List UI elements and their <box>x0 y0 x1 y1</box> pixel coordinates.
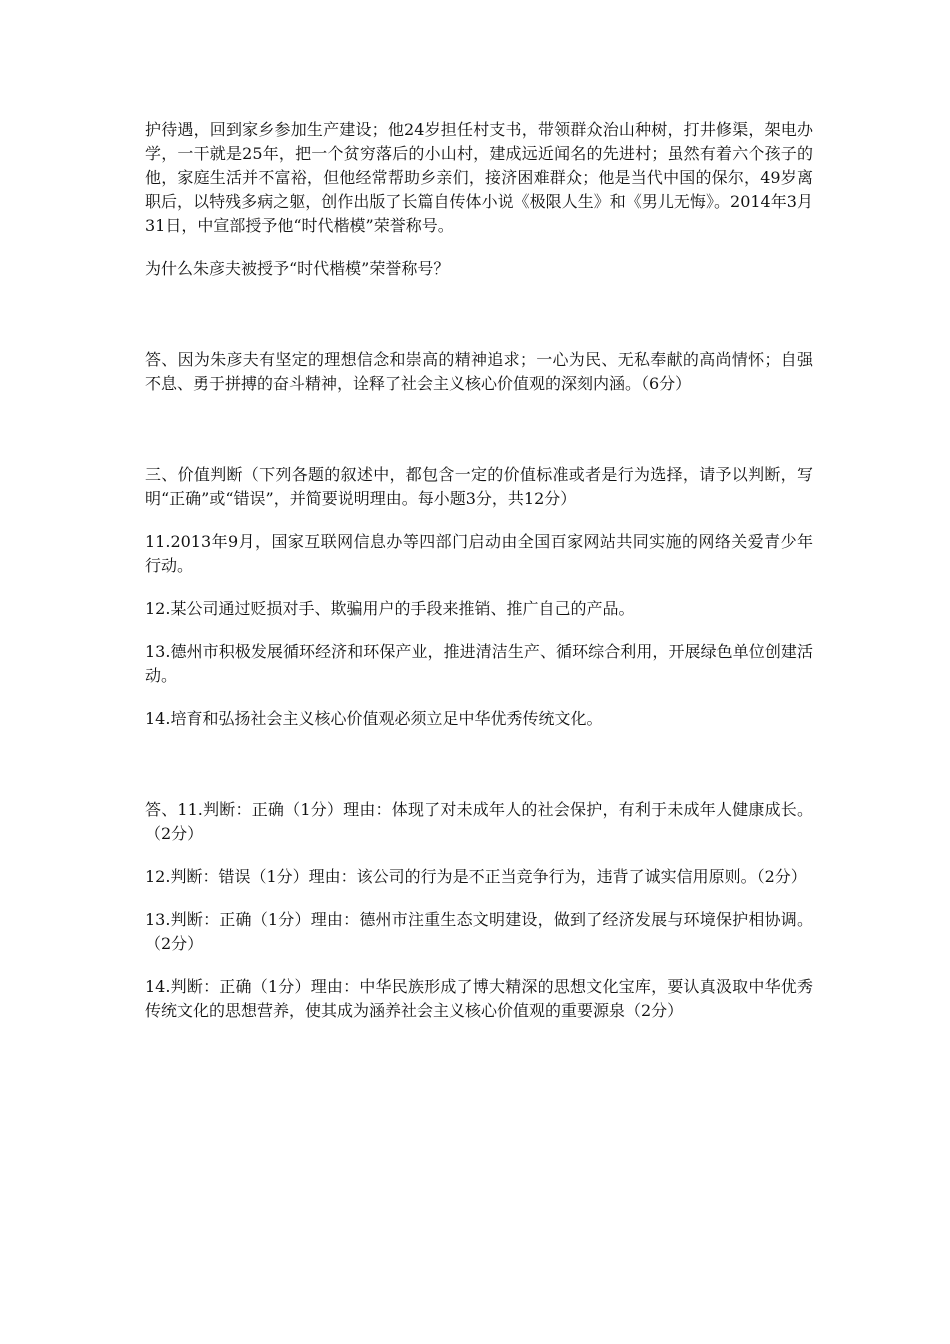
document-page <box>145 118 813 1023</box>
answer-item-12: 12.判断：错误（1分）理由：该公司的行为是不正当竞争行为，违背了诚实信用原则。（2分） <box>145 867 807 886</box>
answer-item-13: 13.判断：正确（1分）理由：德州市注重生态文明建设，做到了经济发展与环境保护相协调。（2分） <box>145 910 813 953</box>
story-paragraph: 护待遇，回到家乡参加生产建设；他24岁担任村支书，带领群众治山种树，打井修渠，架电办学，一干就是25年，把一个贫穷落后的小山村，建成远近闻名的先进村；虽然有着六个孩子的他，家庭生活并不富裕，但他经常帮助乡亲们，接济困难群众；他是当代中国的保尔，49岁离职后，以特残多病之躯，创作出版了长篇自传体小说《极限人生》和《男儿无悔》。2014年3月31日，中宣部授予他“时代楷模”荣誉称号。 <box>145 120 813 235</box>
question-item-11: 11.2013年9月，国家互联网信息办等四部门启动由全国百家网站共同实施的网络关爱青少年行动。 <box>145 532 813 575</box>
answer-item-11: 答、11.判断：正确（1分）理由：体现了对未成年人的社会保护，有利于未成年人健康成长。（2分） <box>145 800 813 843</box>
answer-item-14: 14.判断：正确（1分）理由：中华民族形成了博大精深的思想文化宝库，要认真汲取中华优秀传统文化的思想营养，使其成为涵养社会主义核心价值观的重要源泉（2分） <box>145 977 813 1020</box>
section-heading: 三、价值判断（下列各题的叙述中，都包含一定的价值标准或者是行为选择，请予以判断，写明“正确”或“错误”，并简要说明理由。每小题3分，共12分） <box>145 465 813 508</box>
question-item-13: 13.德州市积极发展循环经济和环保产业，推进清洁生产、循环综合利用，开展绿色单位创建活动。 <box>145 642 813 685</box>
answer-text: 答、因为朱彦夫有坚定的理想信念和崇高的精神追求；一心为民、无私奉献的高尚情怀；自强不息、勇于拼搏的奋斗精神，诠释了社会主义核心价值观的深刻内涵。（6分） <box>145 350 813 393</box>
question-text: 为什么朱彦夫被授予“时代楷模”荣誉称号？ <box>145 259 450 278</box>
question-item-14: 14.培育和弘扬社会主义核心价值观必须立足中华优秀传统文化。 <box>145 709 603 728</box>
question-item-12: 12.某公司通过贬损对手、欺骗用户的手段来推销、推广自己的产品。 <box>145 599 635 618</box>
